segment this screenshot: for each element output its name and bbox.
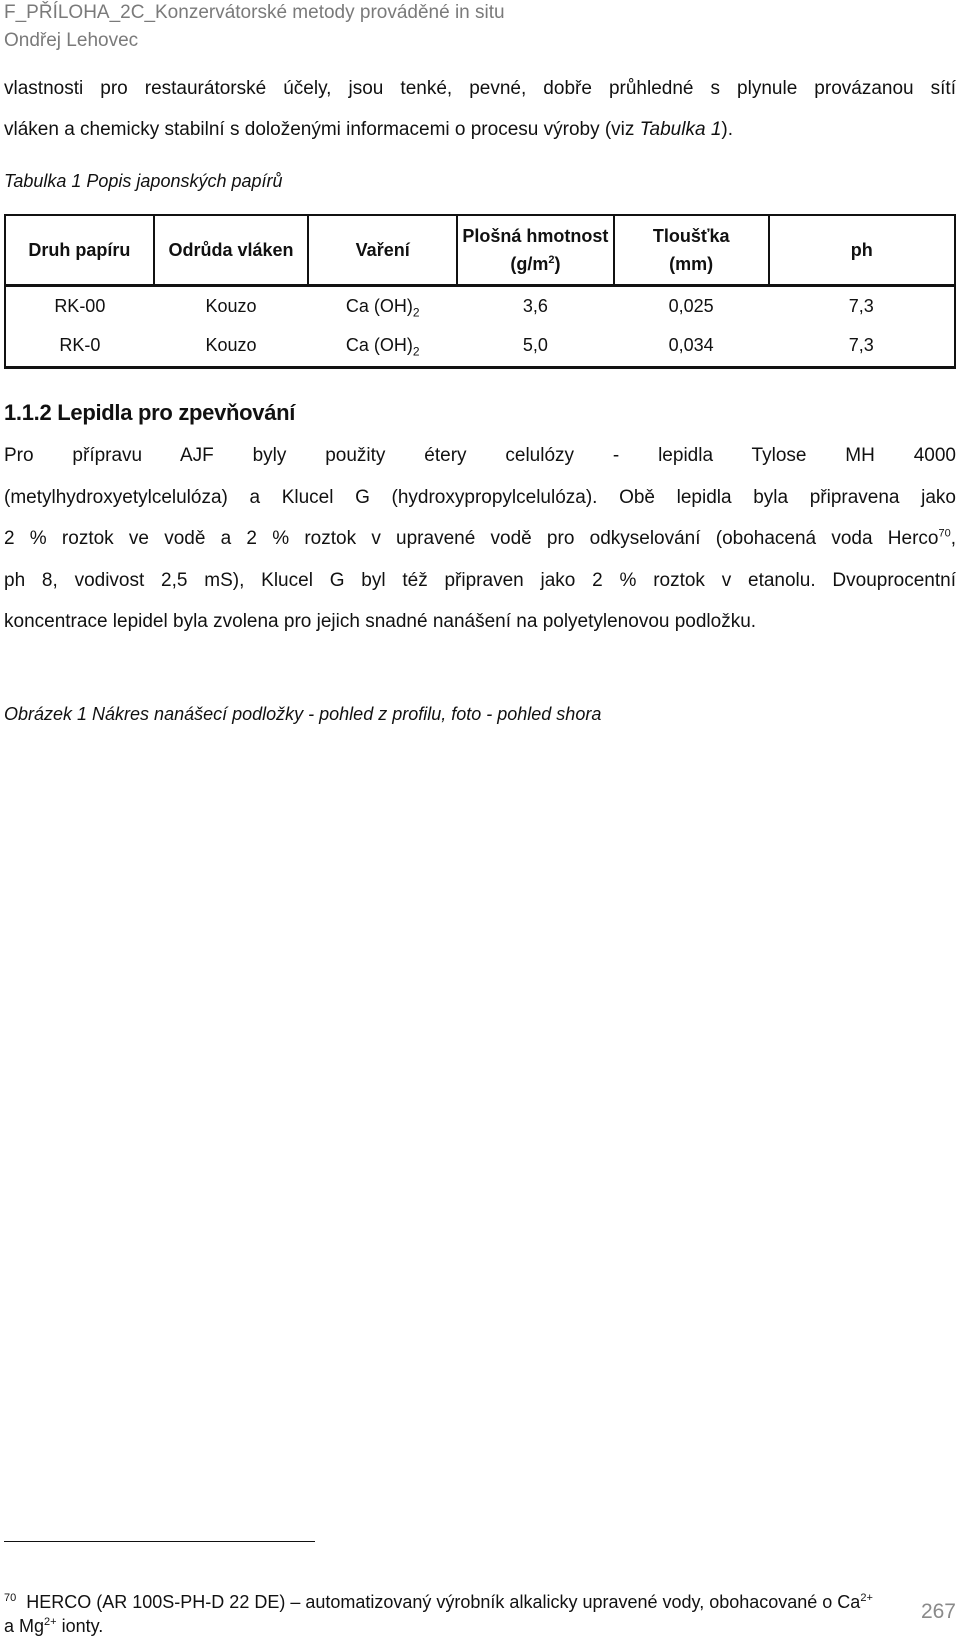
header-doc-title: F_PŘÍLOHA_2C_Konzervátorské metody prováděné in situ — [4, 2, 505, 23]
cell-cooking: Ca $(OH)_2$ — [308, 326, 457, 367]
header-paper-type: Druh papíru — [5, 215, 154, 285]
intro-paragraph — [4, 78, 956, 100]
cell-paper: RK-0 — [5, 326, 154, 367]
cell-ph: 7,3 — [769, 326, 955, 367]
header-weight — [457, 215, 614, 285]
header-cooking: Vaření — [308, 215, 457, 285]
table-row — [5, 326, 955, 367]
cell-cooking: Ca $(OH)_2$ — [345, 295, 420, 320]
footnote-divider — [4, 1541, 315, 1542]
footnote-line-1: $^{70}$ HERCO (AR 100S-PH-D 22 DE) – automatizovaný výrobník alkalicky upravené vody, obohacované o $Ca^{2+}$ — [4, 1592, 873, 1612]
cell-thickness: 0,034 — [614, 326, 769, 367]
cell-weight: 5,0 — [457, 326, 614, 367]
header-author: Ondřej Lehovec — [4, 30, 139, 51]
header-weight-line1: Plošná hmotnost — [462, 225, 609, 246]
section-line-3: 2 % roztok ve vodě a 2 % roztok v upravené vodě pro odkyselování (obohacená voda Herco$^{70}$, — [4, 527, 956, 549]
cell-fiber: Kouzo — [205, 295, 257, 316]
intro-paragraph-line2 — [4, 119, 956, 141]
cell-ph: 7,3 — [769, 285, 955, 326]
header-thickness-line2: (mm) — [669, 253, 714, 274]
table-row — [5, 285, 955, 326]
footnote-line-2: a $Mg^{2+}$ ionty. — [4, 1616, 104, 1636]
header-thickness-line1: Tloušťka — [652, 225, 730, 246]
cell-weight: 3,6 — [522, 295, 548, 316]
section-heading: 1.1.2 Lepidla pro zpevňování — [4, 400, 296, 425]
paper-table — [4, 214, 956, 369]
header-weight-line2: $(g/m^2)$ — [510, 253, 561, 274]
header-thickness — [614, 215, 769, 285]
section-paragraph — [4, 445, 956, 633]
section-line-2: (metylhydroxyetylcelulóza) a Klucel G (hydroxypropylcelulóza). Obě lepidla byla připravena jako — [4, 487, 956, 508]
section-line-4: ph 8, vodivost 2,5 mS), Klucel G byl též připraven jako 2 % roztok v etanolu. Dvouprocentní — [4, 570, 956, 591]
table-header-row — [5, 215, 955, 285]
intro-line-1: vlastnosti pro restaurátorské účely, jsou tenké, pevné, dobře průhledné s plynule provázanou sítí — [4, 78, 956, 99]
section-line-1: Pro přípravu AJF byly použity étery celulózy - lepidla Tylose MH 4000 — [4, 445, 956, 466]
cell-thickness: 0,025 — [668, 295, 714, 316]
header-fiber: Odrůda vláken — [154, 215, 309, 285]
footnote-number: 70 — [4, 1592, 17, 1604]
cell-paper: RK-00 — [5, 285, 154, 326]
section-line-5: koncentrace lepidel byla zvolena pro jejich snadné nanášení na polyetylenovou podložku. — [4, 611, 757, 632]
page-number: 267 — [920, 1600, 956, 1623]
header-ph: ph — [769, 215, 955, 285]
table-caption: Tabulka 1 Popis japonských papírů — [4, 171, 283, 191]
intro-line-2b: ). — [721, 119, 733, 140]
intro-line-2a: vláken a chemicky stabilní s doloženými informacemi o procesu výroby (viz — [4, 119, 640, 140]
footnote-ref: 70 — [938, 527, 951, 540]
table-reference: Tabulka 1 — [639, 119, 722, 140]
figure-caption: Obrázek 1 Nákres nanášecí podložky - pohled z profilu, foto - pohled shora — [4, 704, 602, 724]
cell-fiber: Kouzo — [154, 326, 309, 367]
